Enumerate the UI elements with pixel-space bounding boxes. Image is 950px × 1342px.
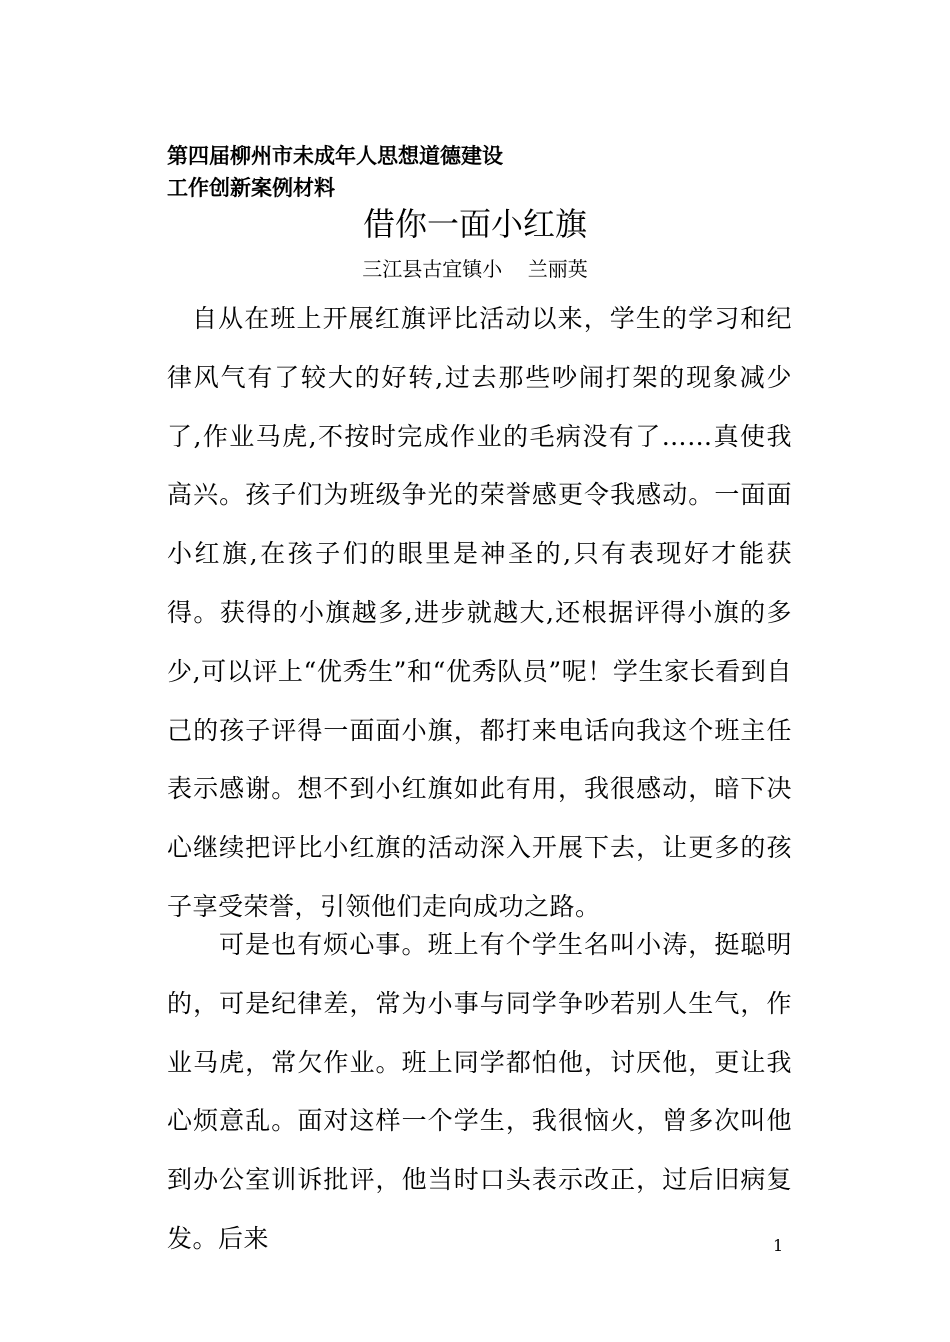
header-line-2: 工作创新案例材料 [167,175,335,200]
article-title: 借你一面小红旗 [362,205,587,243]
document-header [167,140,503,204]
article-author: 三江县古宜镇小 兰丽英 [362,257,588,281]
paragraph-text: 自从在班上开展红旗评比活动以来，学生的学习和纪律风气有了较大的好转,过去那些吵闹打架的现象减少了,作业马虎,不按时完成作业的毛病没有了……真使我高兴。孩子们为班级争光的荣誉感更令我感动。一面面小红旗,在孩子们的眼里是神圣的,只有表现好才能获得。获得的小旗越多,进步就越大,还根据评得小旗的多少,可以评上“优秀生”和“优秀队员”呢！学生家长看到自己的孩子评得一面面小旗，都打来电话向我这个班主任表示感谢。想不到小红旗如此有用，我很感动，暗下决心继续把评比小红旗的活动深入开展下去，让更多的孩子享受荣誉，引领他们走向成功之路。 [167,304,792,921]
body-paragraph-1 [167,290,792,937]
body-paragraph-2 [167,916,792,1269]
paragraph-text: 可是也有烦心事。班上有个学生名叫小涛，挺聪明的，可是纪律差，常为小事与同学争吵若别人生气，作业马虎，常欠作业。班上同学都怕他，讨厌他，更让我心烦意乱。面对这样一个学生，我很恼火，曾多次叫他到办公室训诉批评，他当时口头表示改正，过后旧病复发。后来 [167,930,792,1253]
header-line-1: 第四届柳州市未成年人思想道德建设 [167,143,503,168]
page-number: 1 [773,1236,784,1255]
